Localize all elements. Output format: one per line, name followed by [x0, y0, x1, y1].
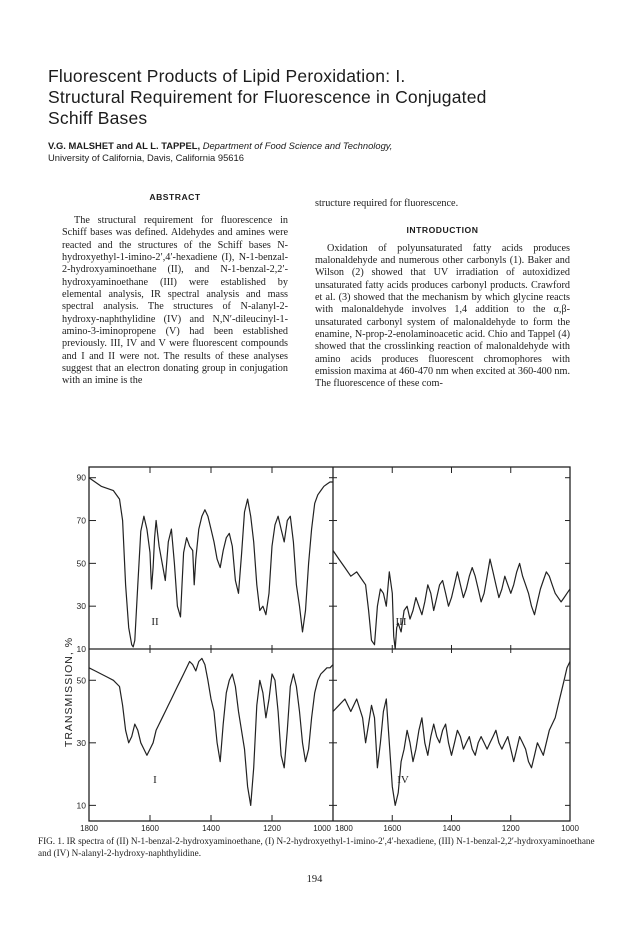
title-line: Schiff Bases — [48, 108, 148, 128]
x-tick-label: 1400 — [442, 824, 461, 833]
spectrum-line-ii — [89, 478, 333, 647]
y-tick-label: 30 — [76, 737, 86, 748]
spectrum-label: I — [153, 774, 157, 786]
introduction-text: Oxidation of polyunsaturated fatty acids produces malonaldehyde and numerous other carbonyls (1). Baker and Wilson (2) showed that UV irradiation of autoxidized unsaturated fatty acids produces carbonyl products. Crawford et al. (3) showed that the mechanism by which glycine reacts with malonaldehyde involves 1,4 addition to the α,β-unsaturated carbonyl system of malonaldehyde to form the enamine, N-prop-2-enolaminoacetic acid. Chio and Tappel (4) showed that the crosslinking reaction of malonaldehyde with amino acids produces fluorescent chromophores with emission maxima at 460-470 nm when excited at 360-400 nm. The fluorescence of these com- — [315, 242, 570, 390]
x-tick-label: 1400 — [202, 824, 220, 833]
y-tick-label: 50 — [76, 675, 86, 686]
ir-spectra-chart — [0, 455, 629, 835]
ir-spectra-figure — [0, 455, 629, 835]
abstract-text: The structural requirement for fluorescence in Schiff bases was defined. Aldehydes and amines were reacted and the structures of the Schiff bases N-hydroxyethyl-1-imino-2′,4′-hexadiene (I), N-1-benzal-2-hydroxyaminoethane (II), and N-1-benzal-2,2′-hydroxyaminoethane (III) were established by elemental analysis, IR spectral analysis and mass spectral analysis. The structures of N-alanyl-2-hydroxy-naphthylidine (IV) and N,N′-dileucinyl-1-amino-3-iminopropene (V) had been established previously. III, IV and V were fluorescent compounds and I and II were not. The results of these analyses suggest that an electron donating group in conjugation with an imine is the — [62, 215, 288, 387]
x-tick-label: 1600 — [383, 824, 402, 833]
abstract-continuation: structure required for fluorescence. — [315, 198, 459, 209]
y-axis-label: TRANSMISSION, % — [63, 636, 75, 748]
author-institution: University of California, Davis, California 95616 — [48, 152, 244, 163]
x-tick-label: 1800 — [335, 824, 353, 833]
y-tick-label: 70 — [76, 515, 86, 526]
x-tick-label: 1000 — [313, 824, 331, 833]
spectrum-line-iii — [333, 551, 570, 650]
y-tick-label: 10 — [76, 800, 86, 811]
y-tick-label: 90 — [76, 472, 86, 483]
right-column — [315, 198, 570, 391]
author-affiliation: Department of Food Science and Technology, — [202, 140, 393, 151]
spectrum-line-iv — [333, 662, 570, 806]
spectrum-label: II — [151, 616, 159, 628]
x-tick-label: 1000 — [561, 824, 579, 833]
spectrum-line-i — [89, 658, 333, 805]
x-tick-label: 1600 — [141, 824, 159, 833]
spectrum-label: III — [395, 616, 407, 628]
x-tick-label: 1200 — [263, 824, 281, 833]
introduction-heading: INTRODUCTION — [406, 225, 479, 236]
author-block — [48, 140, 588, 164]
title-line: Structural Requirement for Fluorescence in Conjugated — [48, 87, 487, 107]
title-line: Fluorescent Products of Lipid Peroxidation: I. — [48, 66, 406, 86]
abstract-column — [62, 192, 288, 388]
spectrum-label: IV — [397, 774, 409, 786]
figure-caption: FIG. 1. IR spectra of (II) N-1-benzal-2-hydroxyaminoethane, (I) N-2-hydroxyethyl-1-imino-2′,4′-hexadiene, (III) N-1-benzal-2,2′-hydroxyaminoethane and (IV) N-alanyl-2-hydroxy-naphthylidine. — [38, 836, 595, 858]
author-names: V.G. MALSHET and AL L. TAPPEL, — [48, 140, 201, 151]
y-tick-label: 30 — [76, 601, 86, 612]
abstract-heading: ABSTRACT — [149, 192, 201, 202]
y-tick-label: 10 — [76, 644, 86, 654]
x-tick-label: 1800 — [80, 824, 98, 833]
x-tick-label: 1200 — [501, 824, 520, 833]
paper-title — [48, 66, 588, 129]
y-tick-label: 50 — [76, 558, 86, 569]
page-number: 194 — [306, 874, 323, 885]
